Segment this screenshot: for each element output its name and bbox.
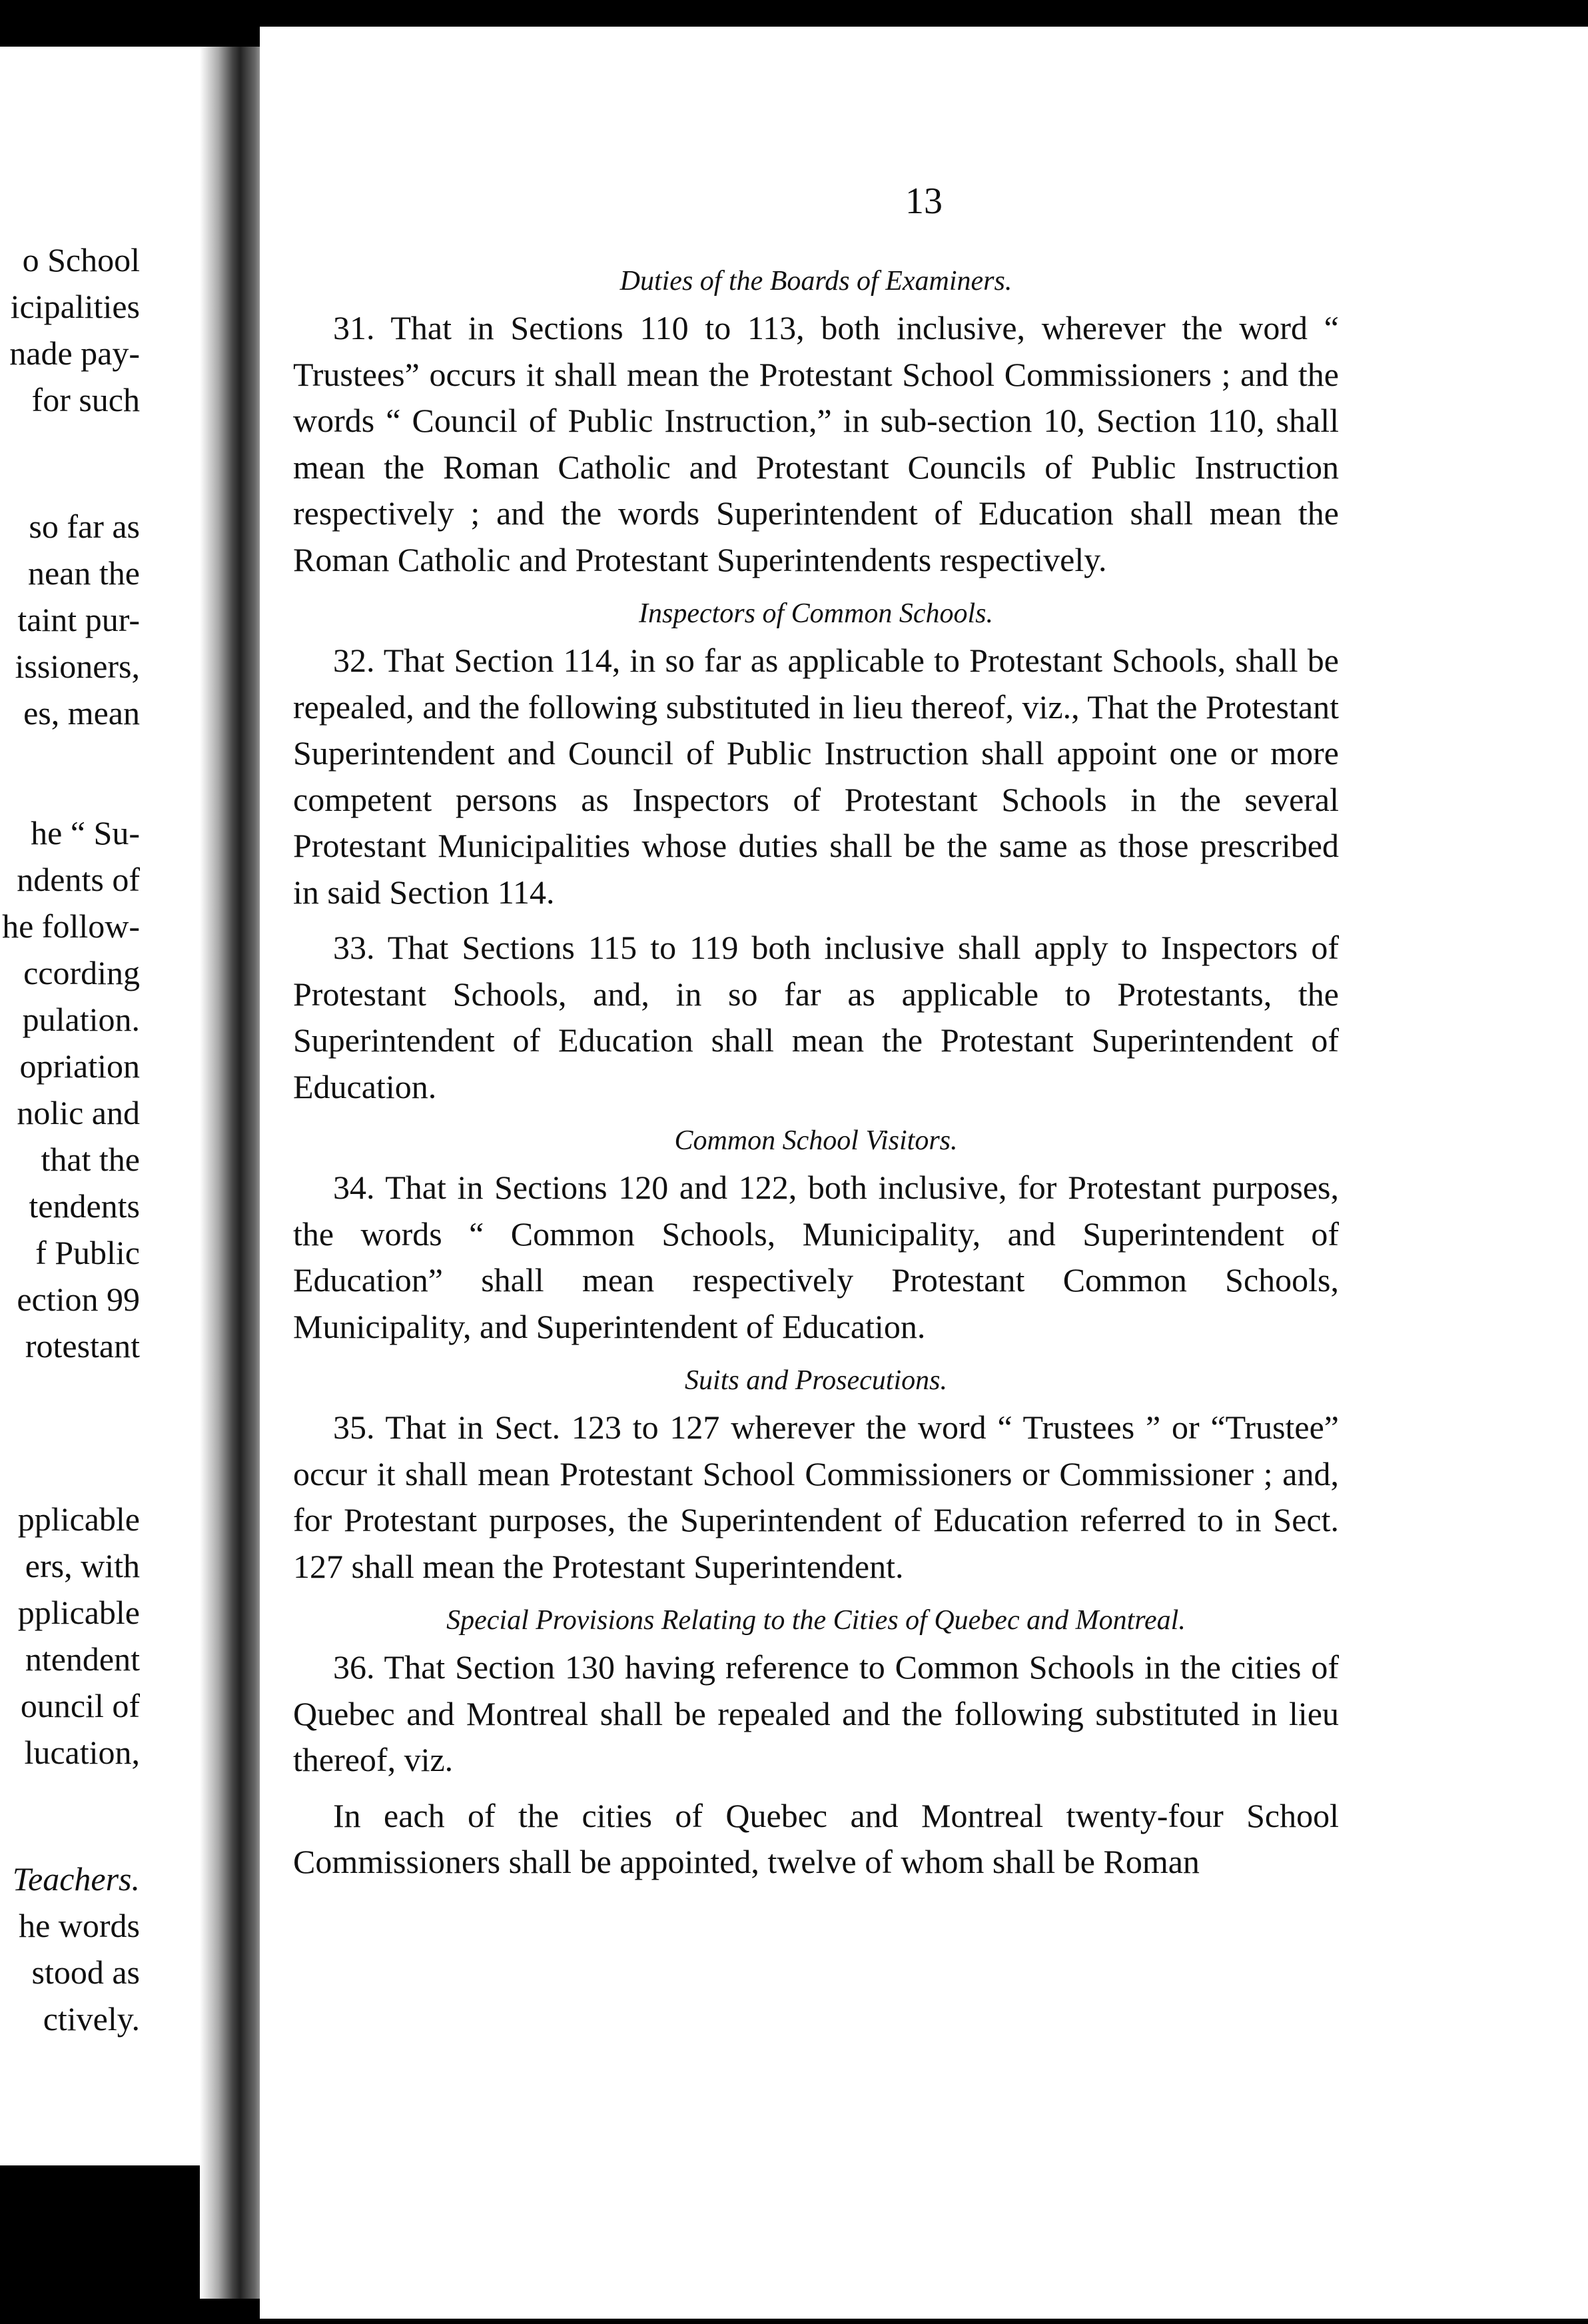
facing-page-line: tendents bbox=[29, 1187, 140, 1225]
facing-page-line: icipalities bbox=[10, 288, 140, 325]
facing-page-line: f Public bbox=[35, 1234, 140, 1271]
facing-page-line: ccording bbox=[23, 954, 140, 991]
section-paragraph: 35. That in Sect. 123 to 127 wherever the word “ Trustees ” or “Trustee” occur it shall mean Protestant School Commissioners or Commissioner ; and, for Protestant purposes, the Superintendent of Education referred to in Sect. 127 shall mean the Protestant Superintendent. bbox=[293, 1409, 1339, 1585]
section-heading: Duties of the Boards of Examiners. bbox=[619, 266, 1012, 296]
facing-page-line: o School bbox=[22, 241, 140, 279]
facing-page-line: ntendent bbox=[25, 1640, 140, 1678]
facing-page-line: rotestant bbox=[25, 1327, 140, 1365]
section-paragraph: 33. That Sections 115 to 119 both inclusive shall apply to Inspectors of Protestant Schools, and, in so far as applicable to Protestants, the Superintendent of Education shall mean the Protestant Superintendent of Education. bbox=[293, 929, 1339, 1105]
facing-page-line: nade pay- bbox=[9, 334, 140, 372]
facing-page-line: he “ Su- bbox=[31, 814, 140, 852]
facing-page-line: opriation bbox=[19, 1047, 140, 1085]
facing-page-line: he words bbox=[19, 1907, 140, 1944]
facing-page-line: pplicable bbox=[17, 1500, 140, 1538]
facing-page-line: that the bbox=[41, 1141, 140, 1178]
facing-page-fragment bbox=[0, 47, 200, 2165]
facing-page-line: ection 99 bbox=[17, 1281, 140, 1318]
section-paragraph: In each of the cities of Quebec and Montreal twenty-four School Commissioners shall be appointed, twelve of whom shall be Roman bbox=[293, 1796, 1339, 1880]
facing-page-line: issioners, bbox=[15, 648, 140, 685]
facing-page-line: nolic and bbox=[17, 1094, 140, 1131]
facing-page-line: pulation. bbox=[22, 1001, 140, 1038]
page-number: 13 bbox=[905, 181, 943, 222]
facing-page-line: stood as bbox=[31, 1954, 140, 1991]
book-page bbox=[260, 27, 1588, 2319]
facing-page-line: lucation, bbox=[24, 1734, 140, 1771]
section-heading: Special Provisions Relating to the Cities of Quebec and Montreal. bbox=[446, 1605, 1186, 1636]
facing-page-line: Teachers. bbox=[12, 1860, 140, 1898]
section-paragraph: 36. That Section 130 having reference to Common Schools in the cities of Quebec and Montreal shall be repealed and the following substituted in lieu thereof, viz. bbox=[293, 1648, 1339, 1778]
facing-page-line: taint pur- bbox=[17, 601, 140, 638]
facing-page-line: so far as bbox=[29, 508, 140, 545]
facing-page-line: ers, with bbox=[25, 1547, 140, 1584]
facing-page-line: ouncil of bbox=[20, 1687, 140, 1724]
facing-page-line: he follow- bbox=[2, 907, 140, 945]
facing-page-line: pplicable bbox=[17, 1594, 140, 1631]
section-paragraph: 31. That in Sections 110 to 113, both inclusive, wherever the word “ Trustees” occurs it shall mean the Protestant School Commissioners ; and the words “ Council of Public Instruction,” in sub-section 10, Section 110, shall mean the Roman Catholic and Protestant Councils of Public Instruction respectively ; and the words Superintendent of Education shall mean the Roman Catholic and Protestant Superintendents respectively. bbox=[293, 309, 1339, 578]
section-paragraph: 32. That Section 114, in so far as applicable to Protestant Schools, shall be repealed, and the following substituted in lieu thereof, viz., That the Protestant Superintendent and Council of Public Instruction shall appoint one or more competent persons as Inspectors of Protestant Schools in the several Protestant Municipalities whose duties shall be the same as those prescribed in said Section 114. bbox=[293, 642, 1339, 911]
facing-page-line: ctively. bbox=[43, 2000, 140, 2037]
facing-page-line: ndents of bbox=[17, 861, 140, 898]
section-heading: Common School Visitors. bbox=[674, 1125, 958, 1156]
section-heading: Suits and Prosecutions. bbox=[685, 1365, 947, 1396]
page-content bbox=[293, 253, 1339, 1886]
facing-page-line: for such bbox=[31, 381, 140, 418]
facing-page-line: es, mean bbox=[23, 694, 140, 732]
section-paragraph: 34. That in Sections 120 and 122, both inclusive, for Protestant purposes, the words “ Common Schools, Municipality, and Superintendent of Education” shall mean respectively Protestant Common Schools, Municipality, and Superintendent of Education. bbox=[293, 1169, 1339, 1345]
section-heading: Inspectors of Common Schools. bbox=[639, 598, 993, 629]
facing-page-line: nean the bbox=[28, 554, 140, 592]
